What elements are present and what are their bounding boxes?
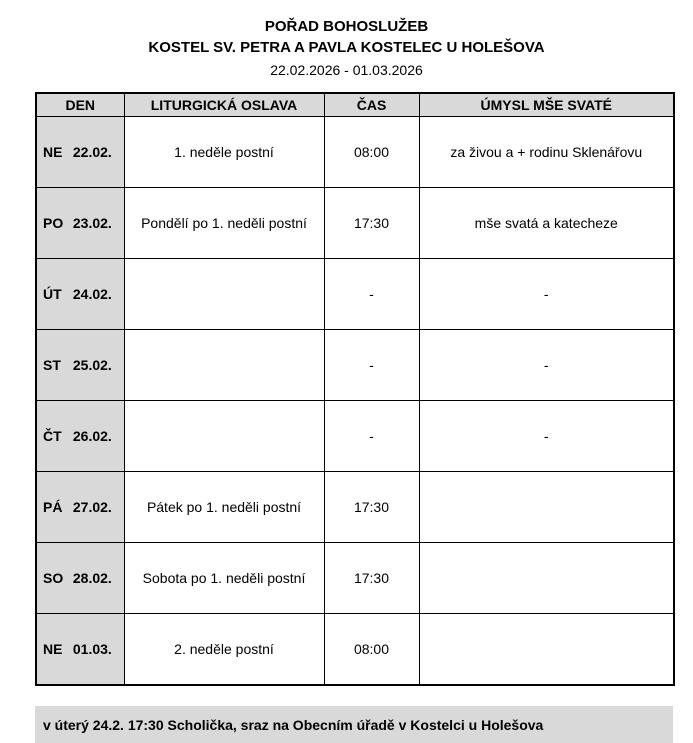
cas-cell: - [324,259,419,330]
oslava-cell: Pátek po 1. neděli postní [124,472,324,543]
den-cell [36,614,124,686]
day-date: 23.02. [72,215,112,231]
day-abbrev: NE [43,641,63,657]
den-cell [36,472,124,543]
footer-note: v úterý 24.2. 17:30 Scholička, sraz na Obecním úřadě v Kostelci u Holešova [35,706,673,743]
table-row [36,330,674,401]
oslava-cell: 2. neděle postní [124,614,324,686]
cas-cell: - [324,401,419,472]
page-subtitle: KOSTEL SV. PETRA A PAVLA KOSTELEC U HOLEŠOVA [148,39,545,56]
den-cell [36,259,124,330]
table-row [36,259,674,330]
umysl-cell [419,614,674,686]
table-row [36,614,674,686]
day-date: 01.03. [72,641,112,657]
table-row [36,188,674,259]
cas-cell: 08:00 [324,117,419,188]
umysl-cell: - [419,259,674,330]
oslava-cell [124,330,324,401]
table-header-row [36,93,674,117]
table-row [36,472,674,543]
column-header-liturgicka-oslava: LITURGICKÁ OSLAVA [124,93,324,117]
day-abbrev: PÁ [43,499,63,515]
den-cell [36,188,124,259]
cas-cell: 17:30 [324,543,419,614]
den-cell [36,117,124,188]
oslava-cell: 1. neděle postní [124,117,324,188]
day-date: 28.02. [72,570,112,586]
page-title: POŘAD BOHOSLUŽEB [264,18,429,35]
day-date: 26.02. [72,428,112,444]
table-row [36,543,674,614]
day-date: 27.02. [72,499,112,515]
column-header-den: DEN [36,93,124,117]
schedule-table [35,92,675,686]
umysl-cell [419,543,674,614]
day-abbrev: ST [43,357,61,373]
day-abbrev: ČT [43,428,62,444]
day-abbrev: ÚT [43,286,62,302]
umysl-cell: za živou a + rodinu Sklenářovu [419,117,674,188]
cas-cell: 17:30 [324,188,419,259]
date-range: 22.02.2026 - 01.03.2026 [270,62,423,78]
oslava-cell [124,401,324,472]
day-date: 25.02. [72,357,112,373]
day-abbrev: SO [43,570,64,586]
den-cell [36,330,124,401]
oslava-cell: Pondělí po 1. neděli postní [124,188,324,259]
table-row [36,401,674,472]
day-date: 22.02. [72,144,112,160]
den-cell [36,401,124,472]
day-abbrev: PO [43,215,64,231]
column-header-cas: ČAS [324,93,419,117]
umysl-cell: - [419,401,674,472]
umysl-cell: - [419,330,674,401]
oslava-cell [124,259,324,330]
cas-cell: 08:00 [324,614,419,686]
oslava-cell: Sobota po 1. neděli postní [124,543,324,614]
column-header-umysl: ÚMYSL MŠE SVATÉ [419,93,674,117]
umysl-cell: mše svatá a katecheze [419,188,674,259]
den-cell [36,543,124,614]
table-row [36,117,674,188]
day-abbrev: NE [43,144,63,160]
cas-cell: 17:30 [324,472,419,543]
umysl-cell [419,472,674,543]
cas-cell: - [324,330,419,401]
header-block [0,16,693,78]
day-date: 24.02. [72,286,112,302]
